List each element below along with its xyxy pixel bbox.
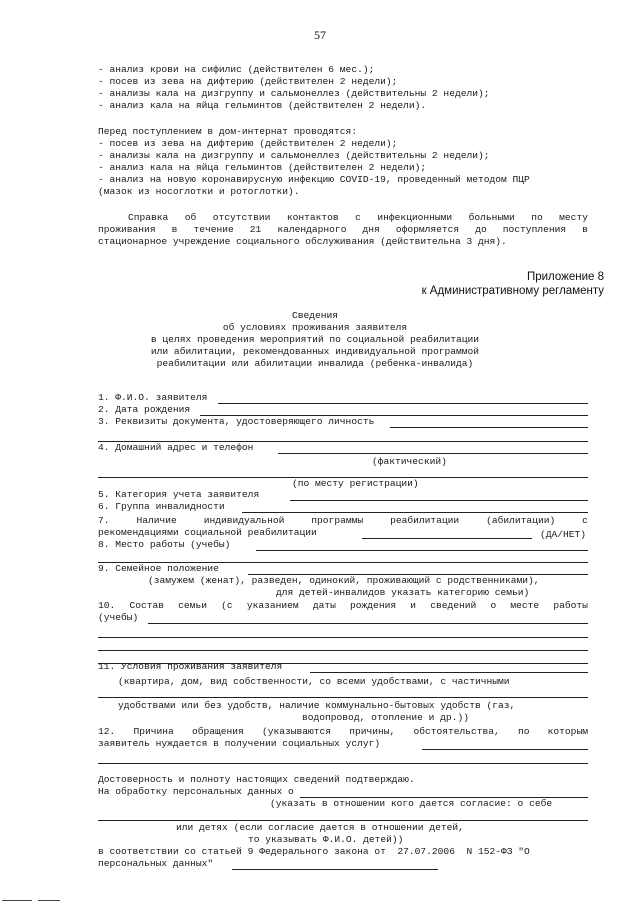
form-heading: об условиях проживания заявителя [222,322,408,333]
category-input-line[interactable] [290,500,588,501]
field-label-household-2: (учебы) [98,612,139,623]
consent-hint-1: (указать в отношении кого дается согласие: о себе [270,798,553,809]
living-input-line-2[interactable] [98,697,588,698]
spravka-line-1: Справка об отсутствии контактов с инфекционными больными по месту [128,212,588,223]
reason-input-line[interactable] [422,749,588,750]
consent-hint-3: то указывать Ф.И.О. детей)) [248,834,404,845]
form-heading: реабилитации или абилитации инвалида (ребенка-инвалида) [156,358,474,369]
household-input-line-3[interactable] [98,650,588,651]
confirmation-text: Достоверность и полноту настоящих сведений подтверждаю. [98,774,415,785]
household-input-line[interactable] [148,623,588,624]
fio-input-line[interactable] [218,403,588,404]
list-item: - анализ на новую коронавирусную инфекцию COVID-19, проведенный методом ПЦР [98,174,530,185]
field-label-address: 4. Домашний адрес и телефон [98,442,254,453]
field-label-family: 9. Семейное положение [98,563,219,574]
disability-group-input-line[interactable] [242,512,588,513]
list-item: - анализ кала на яйца гельминтов (действителен 2 недели). [98,100,427,111]
list-item: - анализ кала на яйца гельминтов (действителен 2 недели); [98,162,427,173]
field-label-reason: 12. Причина обращения (указываются причины, обстоятельства, по которым [98,726,588,737]
program-yesno-hint: (ДА/НЕТ) [540,529,587,540]
consent-hint-2: или детях (если согласие дается в отношении детей, [176,822,464,833]
list-item: - посев из зева на дифтерию (действителен 2 недели); [98,76,398,87]
field-label-household: 10. Состав семьи (с указанием даты рождения и сведений о месте работы [98,600,588,611]
living-input-line[interactable] [310,672,588,673]
page-footer-rule [2,900,32,901]
address-actual-hint: (фактический) [372,456,447,467]
address-input-line[interactable] [278,453,588,454]
spravka-line-2: проживания в течение 21 календарного дня оформляется до поступления в [98,224,588,235]
living-hint-3: водопровод, отопление и др.)) [302,712,469,723]
law-reference-1: в соответствии со статьей 9 Федерального закона от 27.07.2006 N 152-ФЗ "О [98,846,530,857]
consent-text: На обработку персональных данных о [98,786,294,797]
family-hint-1: (замужем (женат), разведен, одинокий, проживающий с родственниками), [148,575,540,586]
field-label-fio: 1. Ф.И.О. заявителя [98,392,208,403]
field-label-program-2: рекомендациями социальной реабилитации [98,527,317,538]
address-reg-hint: (по месту регистрации) [292,478,419,489]
list-item: - анализы кала на дизгруппу и сальмонеллез (действительны 2 недели); [98,88,490,99]
document-input-line[interactable] [390,427,588,428]
annex-reference: к Административному регламенту [421,285,604,297]
law-reference-2: персональных данных" [98,858,214,869]
list-item: (мазок из носоглотки и ротоглотки). [98,186,300,197]
consent-input-line-2[interactable] [98,820,588,821]
field-label-reason-2: заявитель нуждается в получении социальных услуг) [98,738,381,749]
law-input-line[interactable] [232,869,438,870]
spravka-line-3: стационарное учреждение социального обслуживания (действительна 3 дня). [98,236,507,247]
program-yesno-input-line[interactable] [362,538,532,539]
list-item: - анализ крови на сифилис (действителен 6 мес.); [98,64,375,75]
before-intro: Перед поступлением в дом-интернат проводятся: [98,126,358,137]
list-item: - посев из зева на дифтерию (действителен 2 недели); [98,138,398,149]
field-label-work: 8. Место работы (учебы) [98,539,231,550]
annex-number: Приложение 8 [526,271,604,283]
field-label-birthdate: 2. Дата рождения [98,404,191,415]
field-label-disability-group: 6. Группа инвалидности [98,501,225,512]
form-heading: Сведения [291,310,339,321]
page-number: 57 [314,28,326,42]
field-label-living: 11. Условия проживания заявителя [98,661,283,672]
field-label-document: 3. Реквизиты документа, удостоверяющего личность [98,416,375,427]
living-hint-1: (квартира, дом, вид собственности, со всеми удобствами, с частичными [118,676,510,687]
work-input-line[interactable] [256,550,588,551]
field-label-category: 5. Категория учета заявителя [98,489,260,500]
form-heading: в целях проведения мероприятий по социальной реабилитации [150,334,480,345]
form-heading: или абилитации, рекомендованных индивидуальной программой [150,346,480,357]
living-hint-2: удобствами или без удобств, наличие коммунально-бытовых удобств (газ, [118,700,516,711]
list-item: - анализы кала на дизгруппу и сальмонеллез (действительны 2 недели); [98,150,490,161]
reason-input-line-2[interactable] [98,763,588,764]
page-footer-rule [38,900,60,901]
field-label-program: 7. Наличие индивидуальной программы реабилитации (абилитации) с [98,515,588,526]
family-hint-2: для детей-инвалидов указать категорию семьи) [276,587,530,598]
household-input-line-2[interactable] [98,637,588,638]
